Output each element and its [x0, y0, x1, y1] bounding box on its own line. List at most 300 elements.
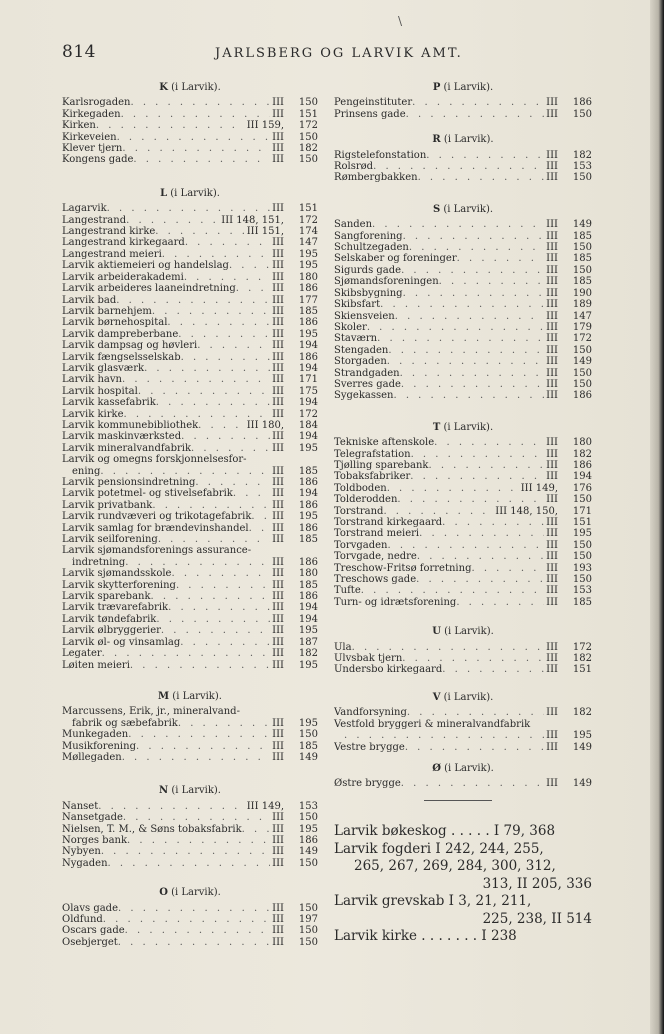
page-ref: 153 — [298, 800, 318, 812]
volume: III — [546, 344, 558, 356]
page-ref: 150 — [298, 729, 318, 741]
page-ref: 153 — [572, 161, 592, 173]
volume: III — [546, 149, 558, 161]
entry-reference — [544, 219, 592, 230]
page-ref: 153 — [572, 585, 592, 597]
index-entry — [334, 551, 592, 562]
entry-reference — [544, 642, 592, 653]
volume: III — [546, 230, 558, 242]
page-ref: 149 — [298, 751, 318, 763]
index-entry — [62, 511, 318, 522]
page-ref: 186 — [572, 459, 592, 471]
leader-dots — [403, 231, 545, 242]
section-letter: P — [432, 82, 441, 93]
entry-name: Torstrand — [334, 505, 384, 517]
entry-reference — [544, 97, 592, 108]
leader-dots — [402, 653, 544, 664]
page-ref: 150 — [298, 925, 318, 937]
entry-name: Larvik øl- og vinsamlag — [62, 636, 181, 648]
page-ref: 177 — [298, 294, 318, 306]
page-ref: 194 — [298, 397, 318, 409]
index-entry — [334, 265, 592, 276]
entry-name: Vandforsyning — [334, 707, 407, 719]
entry-reference — [270, 846, 318, 857]
index-entry — [62, 625, 318, 636]
volume: III — [272, 260, 284, 272]
index-entry — [62, 132, 318, 143]
index-entry — [62, 637, 318, 648]
entry-reference — [270, 914, 318, 925]
index-entry — [62, 386, 318, 397]
page-ref: 150 — [298, 97, 318, 109]
leader-dots — [171, 568, 270, 579]
entry-reference — [270, 154, 318, 165]
leader-dots — [138, 386, 270, 397]
section-letter: L — [160, 187, 168, 199]
index-entry — [334, 231, 592, 242]
page-ref: 182 — [298, 143, 318, 155]
entry-reference — [544, 494, 592, 505]
entry-kirke: Larvik kirke . . . . . . . I 238 — [334, 928, 517, 944]
page-ref: 174 — [298, 226, 318, 238]
index-entry — [334, 664, 592, 675]
page-ref: 185 — [298, 740, 318, 752]
volume: III — [272, 131, 284, 143]
leader-dots — [123, 812, 270, 823]
entry-bokeskog: Larvik bøkeskog . . . . . I 79, 368 — [334, 823, 556, 839]
volume: III — [272, 717, 284, 729]
index-entry — [62, 477, 318, 488]
index-entry — [62, 397, 318, 408]
entry-reference — [270, 614, 318, 625]
index-entry — [334, 219, 592, 230]
index-entry — [62, 752, 318, 763]
entry-name: Larvik fængselsselskab — [62, 351, 181, 363]
entry-name: Kirkeveien — [62, 131, 117, 143]
volume: III — [272, 534, 284, 546]
entry-name: Tjølling sparebank — [334, 459, 429, 471]
section-heading — [334, 418, 592, 437]
section-letter: N — [159, 785, 169, 797]
entry-reference — [270, 443, 318, 454]
leader-dots — [127, 835, 270, 846]
section-suffix: (i Larvik). — [171, 785, 221, 797]
page-ref: 185 — [298, 534, 318, 546]
volume: III — [546, 321, 558, 333]
leader-dots — [442, 664, 544, 675]
index-entry — [334, 483, 592, 494]
section-letter: U — [432, 626, 441, 638]
entry-fogderi: Larvik fogderi I 242, 244, 255, — [334, 840, 544, 857]
entry-name: Rømbergbakken — [334, 172, 418, 184]
leader-dots — [367, 322, 544, 333]
entry-fogderi-cont1: 265, 267, 269, 284, 300, 312, — [354, 858, 556, 874]
entry-reference — [270, 602, 318, 613]
leader-dots — [122, 374, 270, 385]
entry-name: Larvik barnehjem — [62, 305, 152, 317]
leader-dots — [418, 172, 545, 183]
leader-dots — [397, 494, 544, 505]
page-ref: 150 — [572, 367, 592, 379]
index-entry — [62, 260, 318, 271]
index-entry — [62, 937, 318, 948]
entry-name: Osebjerget — [62, 936, 118, 948]
volume: III — [272, 328, 284, 340]
leader-dots — [416, 574, 544, 585]
leader-dots — [178, 329, 270, 340]
section-heading — [334, 622, 592, 641]
volume: III — [546, 653, 558, 665]
entry-reference — [544, 172, 592, 183]
leader-dots — [233, 488, 270, 499]
index-entry — [334, 778, 592, 789]
section-letter: K — [159, 82, 168, 93]
entry-name: Sanden — [334, 219, 373, 231]
entry-reference — [270, 477, 318, 488]
left-column — [62, 78, 318, 948]
entry-name: Larvik arbeiderakademi — [62, 271, 184, 283]
volume: III — [546, 471, 558, 483]
volume: III — [272, 511, 284, 523]
entry-name: Larvik kassefabrik — [62, 397, 156, 409]
volume: III — [546, 161, 558, 173]
volume: III — [272, 385, 284, 397]
index-entry — [62, 374, 318, 385]
index-entry — [334, 390, 592, 401]
leader-dots — [428, 460, 544, 471]
leader-dots — [152, 500, 270, 511]
entry-name: Musikforening — [62, 740, 136, 752]
page-ref: 182 — [298, 648, 318, 660]
entry-reference — [270, 143, 318, 154]
volume: III — [272, 351, 284, 363]
index-entry — [334, 653, 592, 664]
index-entry — [62, 340, 318, 351]
volume: III — [546, 108, 558, 120]
volume: III — [272, 902, 284, 914]
volume: III — [272, 568, 284, 580]
volume: III — [546, 367, 558, 379]
entry-reference — [544, 551, 592, 562]
entry-reference — [544, 517, 592, 528]
index-entry — [62, 488, 318, 499]
index-entry — [334, 333, 592, 344]
page-ref: 149 — [572, 356, 592, 368]
entry-name: Larvik glasværk — [62, 362, 145, 374]
leader-dots — [236, 283, 270, 294]
page-ref: 150 — [572, 108, 592, 120]
entry-reference — [544, 653, 592, 664]
index-entry — [334, 563, 592, 574]
page-ref: 186 — [298, 317, 318, 329]
entry-name: Skiensveien — [334, 310, 395, 322]
entry-name: Telegrafstation — [334, 448, 411, 460]
entry-reference — [544, 368, 592, 379]
page-ref: 194 — [298, 613, 318, 625]
leader-dots — [121, 109, 271, 120]
entry-name: Sverres gade — [334, 378, 401, 390]
page-ref: 195 — [298, 717, 318, 729]
volume: III — [546, 299, 558, 311]
leader-dots — [439, 276, 544, 287]
page-ref: 194 — [298, 362, 318, 374]
section-spacer — [334, 120, 592, 130]
volume: III — [272, 465, 284, 477]
entry-name: Undersbo kirkegaard — [334, 664, 443, 676]
page-ref: 151 — [298, 108, 318, 120]
index-entry — [334, 242, 592, 253]
volume: III — [546, 219, 558, 231]
leader-dots — [101, 846, 270, 857]
entry-reference — [544, 288, 592, 299]
index-entry — [62, 317, 318, 328]
volume: III — [272, 659, 284, 671]
entry-name: Treschow-Fritsø forretning — [334, 562, 472, 574]
entry-reference — [544, 265, 592, 276]
entry-reference — [270, 903, 318, 914]
index-entry — [62, 352, 318, 363]
entry-name: Oldfund — [62, 914, 103, 925]
volume: III 149, — [520, 482, 558, 494]
page-ref: 180 — [298, 568, 318, 580]
entry-name: Nansetgade — [62, 812, 123, 824]
right-column — [334, 78, 592, 790]
entry-name: Larvik bad — [62, 294, 117, 306]
section-heading — [334, 200, 592, 219]
entry-name: fabrik og sæbefabrik — [72, 717, 178, 729]
page-ref: 180 — [298, 271, 318, 283]
leader-dots — [406, 109, 545, 120]
entry-reference — [270, 824, 318, 835]
index-entry — [62, 835, 318, 846]
entry-name: Langestrand kirkegaard — [62, 237, 185, 249]
entry-name: Ula — [334, 641, 352, 653]
section-spacer — [62, 869, 318, 883]
section-suffix: (i Larvik). — [443, 421, 494, 433]
entry-name: Larvik pensionsindretning — [62, 477, 196, 488]
page-ref: 195 — [298, 260, 318, 272]
entry-name: Langestrand kirke — [62, 226, 156, 238]
entry-reference — [270, 648, 318, 659]
index-entry — [62, 660, 318, 671]
volume: III — [272, 591, 284, 603]
volume: III — [272, 374, 284, 386]
leader-dots — [125, 557, 270, 568]
entry-name: Lagarvik — [62, 203, 107, 215]
entry-reference — [270, 523, 318, 534]
leader-dots — [158, 534, 270, 545]
index-entry — [334, 742, 592, 753]
entry-name: Turn- og idrætsforening — [334, 596, 457, 608]
entry-name: Skibsfart — [334, 299, 381, 311]
entry-fogderi-cont2: 313, II 205, 336 — [482, 875, 592, 892]
volume: III — [546, 459, 558, 471]
entry-grevskab: Larvik grevskab I 3, 21, 211, — [334, 893, 532, 909]
volume: III — [272, 397, 284, 409]
leader-dots — [152, 306, 270, 317]
section-heading — [334, 130, 592, 149]
page-ref: 150 — [572, 344, 592, 356]
entry-name: Treschows gade — [334, 574, 417, 586]
page-ref: 150 — [572, 172, 592, 184]
index-entry — [334, 299, 592, 310]
entry-reference — [544, 585, 592, 596]
entry-name: Karlsrogaden — [62, 97, 131, 109]
leader-dots — [178, 718, 270, 729]
volume: III — [272, 283, 284, 295]
page-ref: 150 — [298, 936, 318, 948]
entry-name: Larvik tøndefabrik — [62, 613, 157, 625]
page-ref: 186 — [572, 97, 592, 109]
entry-name: Larvik seilforening — [62, 534, 158, 546]
section-letter: O — [159, 887, 168, 899]
volume: III — [546, 253, 558, 265]
leader-dots — [249, 523, 271, 534]
entry-name: Larvik mineralvandfabrik — [62, 442, 192, 454]
entry-reference — [544, 311, 592, 322]
index-entry — [62, 431, 318, 442]
entry-name: Staværn — [334, 333, 378, 345]
section-letter: S — [432, 203, 441, 215]
entry-name: Rigstelefonstation — [334, 149, 427, 161]
page-ref: 171 — [572, 505, 592, 517]
index-entry — [62, 568, 318, 579]
page-ref: 149 — [572, 219, 592, 231]
entry-name: Nanset — [62, 800, 99, 812]
leader-dots — [176, 580, 270, 591]
page-ref: 185 — [572, 230, 592, 242]
entry-name: Skibsbygning — [334, 287, 403, 299]
entry-name: Kirken — [62, 120, 96, 132]
page-ref: 182 — [572, 149, 592, 161]
leader-dots — [102, 648, 271, 659]
index-entry — [334, 585, 592, 596]
entry-reference — [270, 97, 318, 108]
page-ref: 149 — [572, 741, 592, 753]
volume: III — [546, 287, 558, 299]
page-ref: 186 — [298, 834, 318, 846]
volume: III — [272, 340, 284, 352]
page-ref: 149 — [572, 778, 592, 790]
page-edge — [650, 0, 664, 1034]
volume: III — [546, 585, 558, 597]
index-entry-name: Larvik og omegns forskjonnelsesfor- — [62, 454, 247, 466]
entry-reference — [544, 345, 592, 356]
page-ref: 186 — [572, 390, 592, 402]
volume: III — [546, 664, 558, 676]
leader-dots — [419, 528, 544, 539]
index-entry — [62, 903, 318, 914]
page-ref: 186 — [298, 477, 318, 488]
volume: III — [546, 641, 558, 653]
entry-reference — [544, 231, 592, 242]
page-ref: 185 — [298, 305, 318, 317]
section-spacer — [334, 402, 592, 418]
page-ref: 150 — [298, 131, 318, 143]
entry-reference — [270, 580, 318, 591]
entry-name: Toldboden — [334, 482, 387, 494]
volume: III — [272, 812, 284, 824]
page-ref: 179 — [572, 321, 592, 333]
entry-reference — [270, 488, 318, 499]
volume: III — [546, 730, 558, 742]
index-entry — [62, 120, 318, 131]
volume: III — [546, 448, 558, 460]
entry-reference — [270, 511, 318, 522]
entry-name: Larvik potetmel- og stivelsefabrik — [62, 488, 233, 500]
index-entry — [334, 517, 592, 528]
leader-dots — [155, 226, 244, 237]
page-ref: 195 — [298, 248, 318, 260]
entry-reference — [270, 295, 318, 306]
volume: III — [272, 936, 284, 948]
entry-reference — [270, 329, 318, 340]
index-entry — [62, 409, 318, 420]
leader-dots — [118, 937, 270, 948]
index-entry — [62, 846, 318, 857]
entry-name: Larvik privatbank — [62, 499, 153, 511]
leader-dots — [393, 390, 544, 401]
entry-name: Torvgade, nedre — [334, 551, 417, 563]
leader-dots — [380, 299, 544, 310]
entry-name: Selskaber og foreninger — [334, 253, 457, 265]
section-suffix: (i Larvik). — [170, 187, 220, 199]
section-suffix: (i Larvik). — [443, 82, 494, 93]
leader-dots — [198, 420, 245, 431]
leader-dots — [144, 363, 270, 374]
page-ref: 195 — [298, 328, 318, 340]
index-entry — [62, 500, 318, 511]
volume: III — [272, 143, 284, 155]
index-entry — [334, 172, 592, 183]
index-entry — [62, 466, 318, 477]
volume: III — [272, 522, 284, 534]
index-entry — [62, 443, 318, 454]
section-heading — [62, 687, 318, 706]
section-spacer — [62, 671, 318, 687]
entry-reference — [270, 812, 318, 823]
volume: III — [546, 517, 558, 528]
entry-reference — [270, 317, 318, 328]
entry-name: ening — [72, 465, 101, 477]
page-ref: 194 — [298, 488, 318, 500]
entry-reference — [245, 801, 318, 812]
volume: III — [546, 390, 558, 402]
leader-dots — [117, 132, 271, 143]
index-entry — [334, 494, 592, 505]
leader-dots — [401, 778, 544, 789]
leader-dots — [125, 925, 270, 936]
entry-reference — [270, 109, 318, 120]
entry-name: Torvgaden — [334, 539, 388, 551]
entry-reference — [544, 730, 592, 741]
page-ref: 185 — [298, 579, 318, 591]
entry-name: Østre brygge — [334, 778, 401, 790]
page-ref: 194 — [298, 340, 318, 352]
page-ref: 185 — [572, 253, 592, 265]
index-entry — [62, 534, 318, 545]
volume: III — [272, 602, 284, 614]
volume: III — [546, 707, 558, 719]
index-entry-name: Marcussens, Erik, jr., mineralvand- — [62, 706, 240, 718]
leader-dots — [388, 345, 544, 356]
index-entry — [334, 276, 592, 287]
leader-dots — [185, 237, 270, 248]
leader-dots — [387, 483, 519, 494]
entry-name: Nielsen, T. M., & Søns tobaksfabrik — [62, 823, 242, 835]
page-ref: 172 — [572, 333, 592, 345]
page-ref: 150 — [572, 551, 592, 563]
